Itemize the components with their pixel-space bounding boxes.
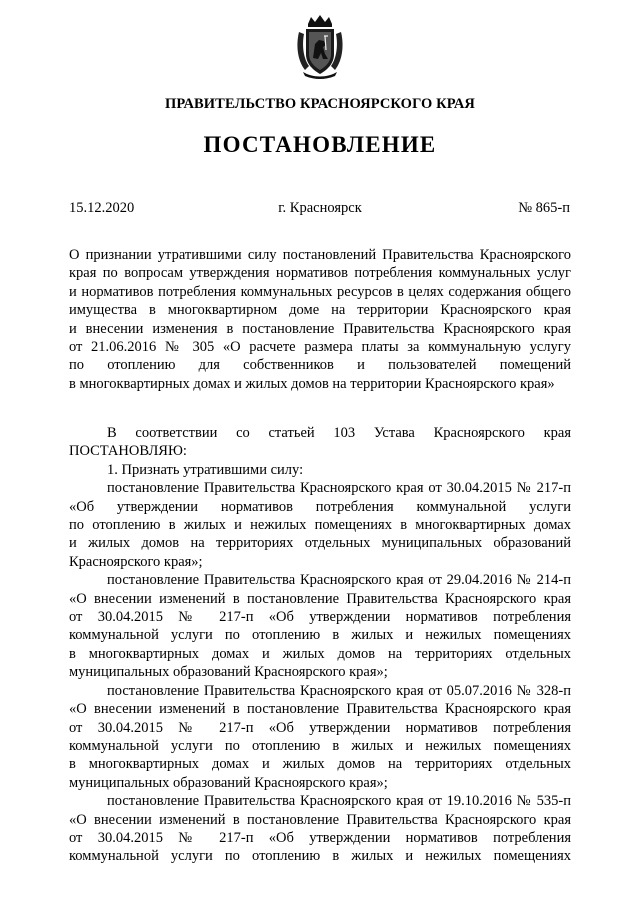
coat-of-arms-icon [295,14,345,80]
document-date: 15.12.2020 [69,200,135,216]
point-1-heading: 1. Признать утратившими силу: [107,461,304,478]
item-line: муниципальных образований Красноярского края»; [69,774,388,791]
subject-line: и внесении изменения в постановление Правительства Красноярского края [69,320,571,337]
document-type-title: ПОСТАНОВЛЕНИЕ [203,132,437,157]
item-line: коммунальной услуги по отоплению в жилых и нежилых помещениях [69,737,571,754]
item-line: постановление Правительства Красноярского края от 30.04.2015 № 217-п [107,480,571,497]
subject-line: и нормативов потребления коммунальных ресурсов в целях содержания общего [69,283,571,300]
document-city: г. Красноярск [278,200,362,216]
subject-line: имущества в многоквартирном доме на территории Красноярского края [69,302,571,319]
item-line: «Об утверждении нормативов потребления коммунальной услуги [69,498,571,515]
preamble-line: В соответствии со статьей 103 Устава Красноярского края [107,425,571,441]
item-line: «О внесении изменений в постановление Правительства Красноярского края [69,590,571,607]
item-line: от 30.04.2015 № 217-п «Об утверждении нормативов потребления [69,829,571,846]
item-line: от 30.04.2015 № 217-п «Об утверждении нормативов потребления [69,609,571,626]
subject-line: края по вопросам утверждения нормативов потребления коммунальных услуг [69,265,571,282]
item-line: в многоквартирных домах и жилых домов на территориях отдельных [69,756,571,773]
item-line: постановление Правительства Красноярского края от 19.10.2016 № 535-п [107,793,571,810]
item-line: постановление Правительства Красноярского края от 29.04.2016 № 214-п [107,572,571,589]
item-line: от 30.04.2015 № 217-п «Об утверждении нормативов потребления [69,719,571,736]
item-line: коммунальной услуги по отоплению в жилых и нежилых помещениях [69,848,571,865]
item-line: Красноярского края»; [69,553,203,570]
subject-line: в многоквартирных домах и жилых домов на территории Красноярского края» [69,375,555,392]
preamble-resolve: ПОСТАНОВЛЯЮ: [69,443,187,460]
subject-line: от 21.06.2016 № 305 «О расчете размера платы за коммунальную услугу [69,339,571,356]
item-line: по отоплению в жилых и нежилых помещениях в многоквартирных домах [69,517,571,534]
item-line: муниципальных образований Красноярского края»; [69,664,388,681]
subject-line: О признании утратившими силу постановлений Правительства Красноярского [69,247,571,263]
document-number: № 865-п [518,200,570,216]
item-line: постановление Правительства Красноярского края от 05.07.2016 № 328-п [107,682,571,699]
item-line: коммунальной услуги по отоплению в жилых и нежилых помещениях [69,627,571,644]
item-line: и жилых домов на территориях отдельных муниципальных образований [69,535,571,552]
document-subject [69,246,571,393]
item-line: в многоквартирных домах и жилых домов на территориях отдельных [69,645,571,662]
subject-line: по отоплению для собственников и пользователей помещений [69,357,571,374]
item-line: «О внесении изменений в постановление Правительства Красноярского края [69,811,571,828]
item-line: «О внесении изменений в постановление Правительства Красноярского края [69,701,571,718]
organization-title: ПРАВИТЕЛЬСТВО КРАСНОЯРСКОГО КРАЯ [164,96,475,112]
document-body [69,424,571,866]
